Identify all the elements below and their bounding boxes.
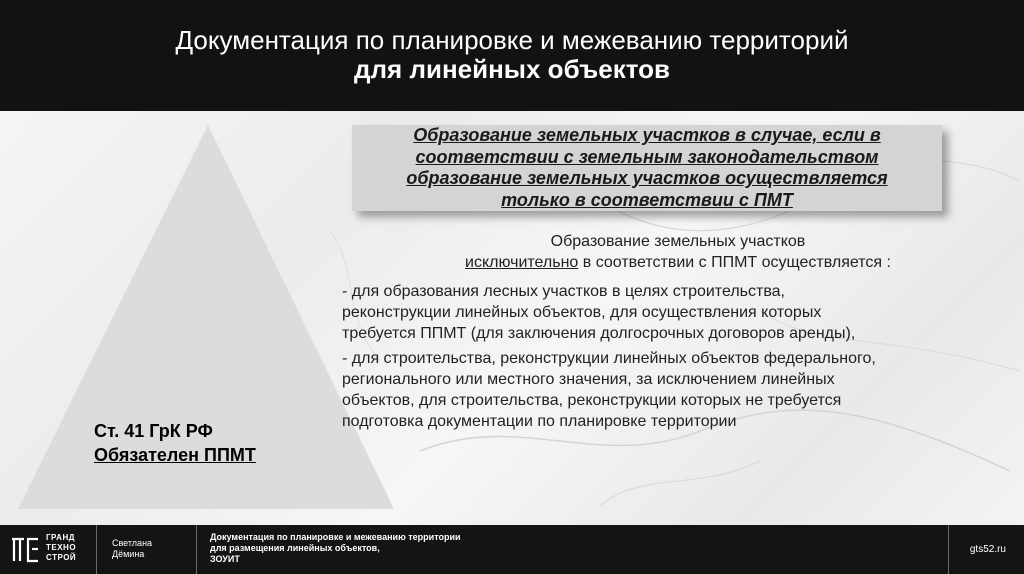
logo-line: ТЕХНО	[46, 543, 77, 552]
footer-divider	[196, 525, 197, 574]
document-title-line: ЗОУИТ	[210, 554, 240, 564]
slide-footer	[0, 525, 1024, 574]
list-item	[342, 281, 992, 344]
list-item-line: регионального или местного значения, за исключением линейных	[342, 371, 835, 388]
author-last-name: Дёмина	[112, 549, 145, 559]
company-logo-text	[46, 533, 76, 563]
callout-line2: соответствии с земельным законодательством	[415, 146, 879, 167]
law-reference: Ст. 41 ГрК РФ	[94, 421, 213, 441]
slide-title-line1: Документация по планировке и межеванию территорий	[175, 25, 849, 55]
callout-line4: только в соответствии с ПМТ	[501, 189, 793, 210]
slide-content	[0, 111, 1024, 525]
author-name	[112, 538, 152, 560]
subheading-line2	[418, 252, 938, 273]
subheading-line1: Образование земельных участков	[550, 233, 806, 250]
triangle-label	[94, 419, 314, 467]
list-item	[342, 348, 992, 432]
list-item-line: объектов, для строительства, реконструкции которых не требуется	[342, 392, 842, 409]
logo-line: СТРОЙ	[46, 553, 77, 562]
footer-divider	[948, 525, 949, 574]
slide-header	[0, 0, 1024, 111]
list-item-line: - для образования лесных участков в целях строительства,	[342, 283, 785, 300]
logo-line: ГРАНД	[46, 533, 75, 542]
pyramid-graphic	[18, 125, 398, 521]
company-logo-icon	[10, 535, 40, 563]
subheading	[418, 231, 938, 273]
slide-title-line2: для линейных объектов	[354, 54, 670, 84]
list-item-line: реконструкции линейных объектов, для осуществления которых	[342, 304, 822, 321]
author-first-name: Светлана	[112, 538, 153, 548]
document-title	[210, 532, 461, 565]
bullet-list	[342, 281, 992, 436]
list-item-line: подготовка документации по планировке территории	[342, 413, 737, 430]
footer-divider	[96, 525, 97, 574]
requirement-text: Обязателен ППМТ	[94, 445, 256, 465]
subheading-emphasis: исключительно	[465, 254, 579, 271]
callout-line1: Образование земельных участков в случае, если в	[413, 125, 881, 145]
subheading-line2-rest: в соответствии с ППМТ осуществляется :	[578, 254, 891, 271]
document-title-line: Документация по планировке и межеванию территории	[210, 532, 461, 542]
list-item-line: требуется ППМТ (для заключения долгосрочных договоров аренды),	[342, 325, 856, 342]
list-item-line: - для строительства, реконструкции линейных объектов федерального,	[342, 350, 876, 367]
website-link[interactable]: gts52.ru	[969, 544, 1006, 555]
callout-line3: образование земельных участков осуществляется	[406, 168, 888, 188]
callout-box	[352, 125, 942, 211]
document-title-line: для размещения линейных объектов,	[210, 543, 380, 553]
